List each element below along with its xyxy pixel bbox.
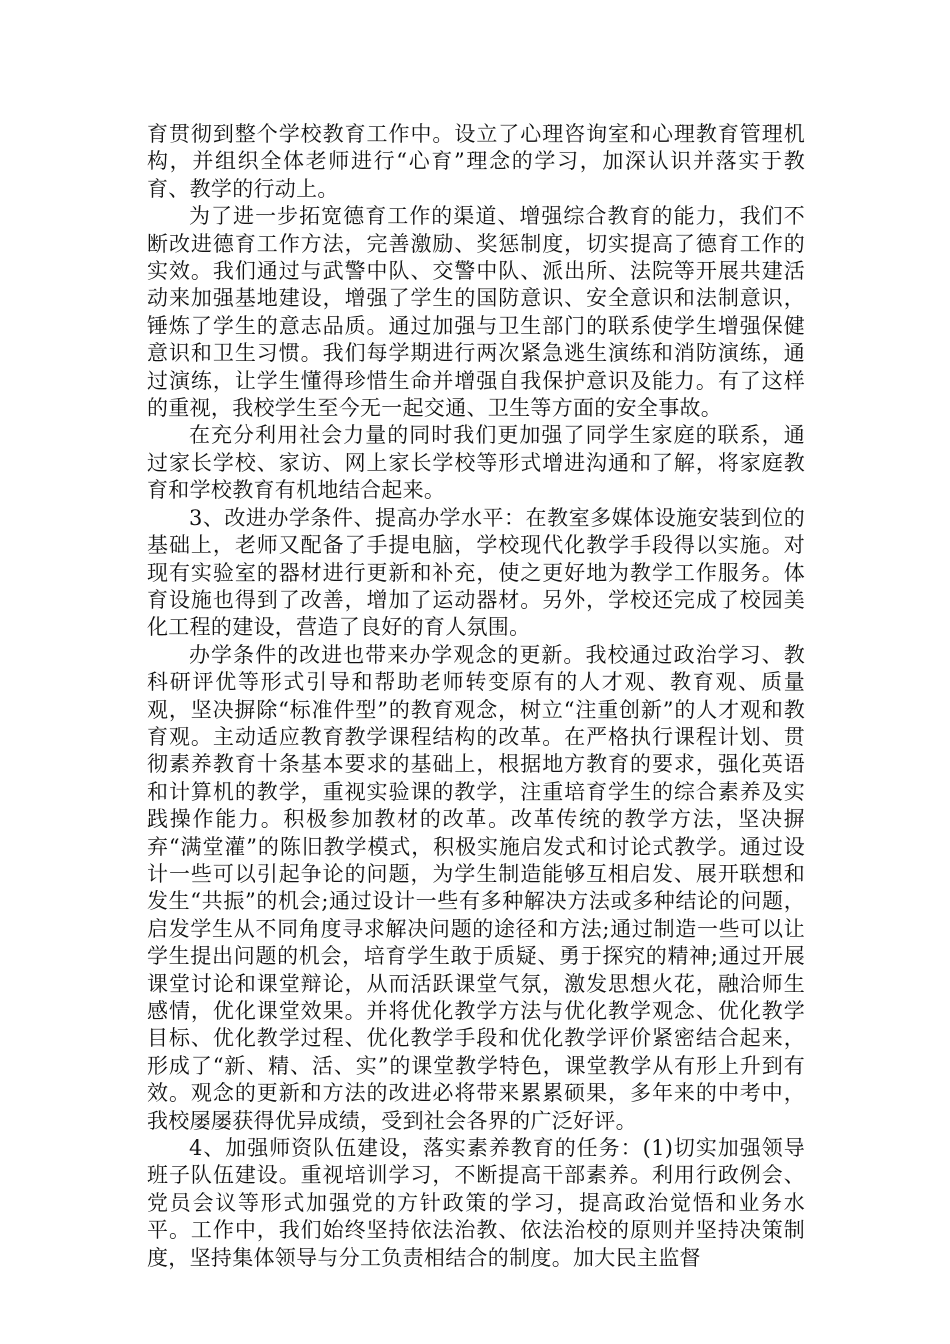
paragraph-1: 育贯彻到整个学校教育工作中。设立了心理咨询室和心理教育管理机构，并组织全体老师进行“心育”理念的学习，加深认识并落实于教育、教学的行动上。 — [147, 122, 805, 201]
paragraph-3: 在充分利用社会力量的同时我们更加强了同学生家庭的联系，通过家长学校、家访、网上家长学校等形式增进沟通和了解，将家庭教育和学校教育有机地结合起来。 — [147, 423, 805, 503]
document-page — [147, 121, 805, 1272]
paragraph-5: 办学条件的改进也带来办学观念的更新。我校通过政治学习、教科研评优等形式引导和帮助老师转变原有的人才观、教育观、质量观，坚决摒除“标准件型”的教育观念，树立“注重创新”的人才观和教育观。主动适应教育教学课程结构的改革。在严格执行课程计划、贯彻素养教育十条基本要求的基础上，根据地方教育的要求，强化英语和计算机的教学，重视实验课的教学，注重培育学生的综合素养及实践操作能力。积极参加教材的改革。改革传统的教学方法，坚决摒弃“满堂灌”的陈旧教学模式，积极实施启发式和讨论式教学。通过设计一些可以引起争论的问题，为学生制造能够互相启发、展开联想和发生“共振”的机会;通过设计一些有多种解决方法或多种结论的问题，启发学生从不同角度寻求解决问题的途径和方法;通过制造一些可以让学生提出问题的机会，培育学生敢于质疑、勇于探究的精神;通过开展课堂讨论和课堂辩论，从而活跃课堂气氛，激发思想火花，融洽师生感情，优化课堂效果。并将优化教学方法与优化教学观念、优化教学目标、优化教学过程、优化教学手段和优化教学评价紧密结合起来，形成了“新、精、活、实”的课堂教学特色，课堂教学从有形上升到有效。观念的更新和方法的改进必将带来累累硕果，多年来的中考中，我校屡屡获得优异成绩，受到社会各界的广泛好评。 — [147, 642, 805, 1133]
paragraph-2: 为了进一步拓宽德育工作的渠道、增强综合教育的能力，我们不断改进德育工作方法，完善激励、奖惩制度，切实提高了德育工作的实效。我们通过与武警中队、交警中队、派出所、法院等开展共建活动来加强基地建设，增强了学生的国防意识、安全意识和法制意识，锤炼了学生的意志品质。通过加强与卫生部门的联系使学生增强保健意识和卫生习惯。我们每学期进行两次紧急逃生演练和消防演练，通过演练，让学生懂得珍惜生命并增强自我保护意识及能力。有了这样的重视，我校学生至今无一起交通、卫生等方面的安全事故。 — [147, 204, 805, 421]
paragraph-6: 4、加强师资队伍建设，落实素养教育的任务：(1)切实加强领导班子队伍建设。重视培训学习，不断提高干部素养。利用行政例会、党员会议等形式加强党的方针政策的学习，提高政治觉悟和业务水平。工作中，我们始终坚持依法治教、依法治校的原则并坚持决策制度，坚持集体领导与分工负责相结合的制度。加大民主监督 — [147, 1136, 805, 1270]
paragraph-4: 3、改进办学条件、提高办学水平：在教室多媒体设施安装到位的基础上，老师又配备了手提电脑，学校现代化教学手段得以实施。对现有实验室的器材进行更新和补充，使之更好地为教学工作服务。体育设施也得到了改善，增加了运动器材。另外，学校还完成了校园美化工程的建设，营造了良好的育人氛围。 — [147, 505, 805, 640]
